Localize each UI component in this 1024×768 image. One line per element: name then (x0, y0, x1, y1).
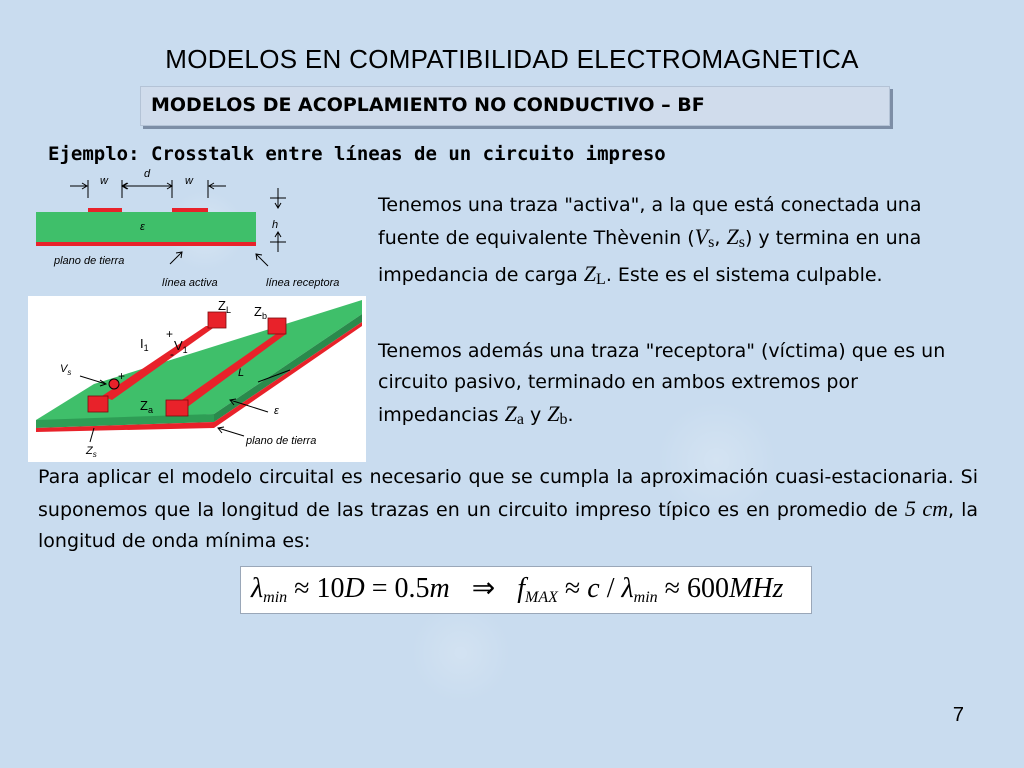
wavelength-formula (240, 566, 812, 614)
paragraph-active-trace: Tenemos una traza "activa", a la que está conectada una fuente de equivalente Thèvenin (Vs, Zs) y termina en una impedancia de carga ZL. Este es el sistema culpable. (378, 194, 922, 288)
w2-label: w (185, 175, 193, 187)
slide-title: MODELOS EN COMPATIBILIDAD ELECTROMAGNETICA (165, 44, 859, 74)
pcb-3d-figure (28, 296, 366, 462)
active-line-label: línea activa (162, 277, 218, 289)
i1-label: $I_1$ (140, 336, 149, 353)
za-label: $Z_a$ (140, 398, 153, 415)
vs-label: $V_s$ (60, 363, 72, 377)
active-trace (88, 208, 122, 212)
ground-label: plano de tierra (54, 255, 125, 267)
plus-1: + (166, 327, 174, 341)
d-label: d (144, 168, 151, 180)
zl-label: $Z_L$ (218, 298, 231, 315)
substrate (36, 212, 256, 242)
paragraph-receptor-trace: Tenemos además una traza "receptora" (víctima) que es un circuito pasivo, terminado en ambos extremos por impedancias Za y Zb. (378, 340, 946, 428)
minus-1: - (170, 347, 174, 361)
paragraph-quasi-static: Para aplicar el modelo circuital es necesario que se cumpla la aproximación cuasi-estacionaria. Si suponemos que la longitud de las trazas en un circuito impreso típico es en promedio de 5 cm, la longitud de onda mínima es: (38, 466, 978, 552)
page-number: 7 (952, 704, 964, 726)
formula-expression: λmin ≈ 10D = 0.5m ⇒ fMAX ≈ c / λmin ≈ 600MHz (251, 573, 784, 606)
epsilon-label: ε (140, 221, 145, 233)
w1-label: w (100, 175, 108, 187)
ground-plane (36, 242, 256, 246)
h-label: h (272, 219, 279, 231)
receptor-line-label: línea receptora (266, 277, 340, 289)
zb-label: $Z_b$ (254, 304, 267, 321)
v1-label: $V_1$ (174, 338, 188, 355)
receptor-trace (172, 208, 208, 212)
subtitle-box (140, 86, 890, 126)
epsilon-3d-label: ε (274, 405, 279, 417)
slide-subtitle: MODELOS DE ACOPLAMIENTO NO CONDUCTIVO – BF (151, 94, 705, 116)
example-heading: Ejemplo: Crosstalk entre líneas de un circuito impreso (48, 143, 666, 165)
pcb-cross-section-figure (30, 168, 370, 292)
plus-2: + (118, 369, 126, 383)
length-label: L (238, 367, 245, 379)
pointer-arrows (170, 252, 268, 266)
zs-label: $Z_s$ (86, 445, 97, 459)
ground-3d-label: plano de tierra (246, 435, 317, 447)
